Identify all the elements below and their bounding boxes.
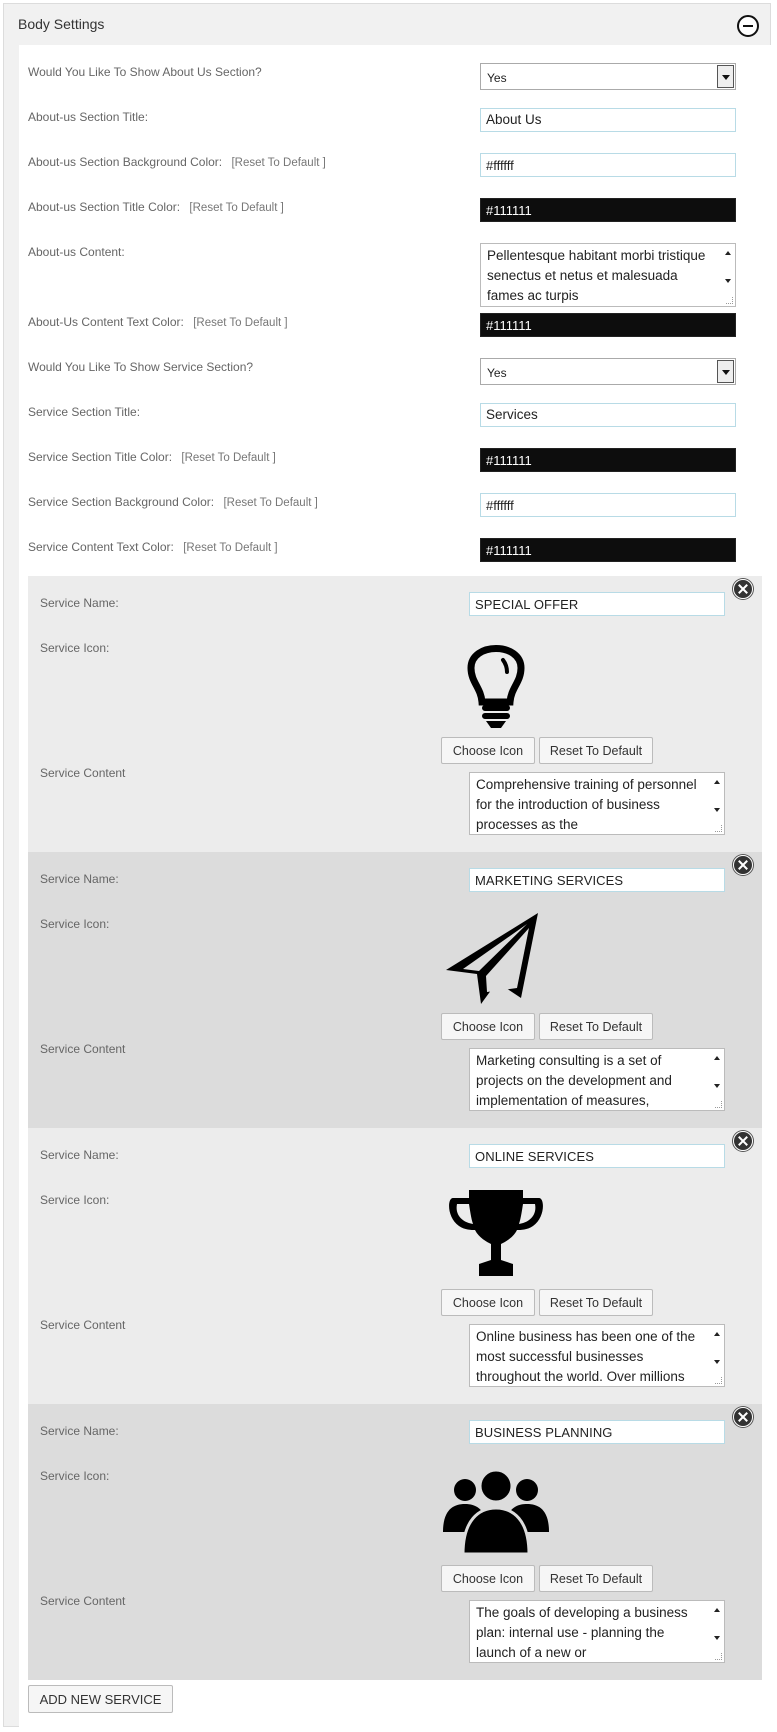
about-title-color-label-text: About-us Section Title Color: bbox=[28, 200, 181, 214]
scroll-down-icon[interactable] bbox=[714, 1084, 720, 1088]
body-settings-panel bbox=[3, 3, 771, 1727]
service-content-text: Marketing consulting is a set of projects on the development and implementation of measures, bbox=[476, 1053, 672, 1108]
about-text-color-input[interactable]: #111111 bbox=[480, 313, 736, 337]
about-bg-label bbox=[28, 155, 326, 169]
panel-body bbox=[19, 45, 771, 1727]
service-title-label: Service Section Title: bbox=[28, 405, 141, 419]
service-content-label: Service Content bbox=[40, 766, 126, 780]
reset-icon-button[interactable]: Reset To Default bbox=[539, 737, 653, 764]
service-title-input[interactable]: Services bbox=[480, 403, 736, 427]
service-text-color-label bbox=[28, 540, 278, 554]
service-name-label: Service Name: bbox=[40, 1148, 119, 1162]
service-icon-label: Service Icon: bbox=[40, 641, 110, 655]
about-title-label: About-us Section Title: bbox=[28, 110, 149, 124]
panel-header[interactable] bbox=[4, 4, 770, 44]
dropdown-arrow-icon[interactable] bbox=[717, 360, 734, 383]
service-title-color-label-text: Service Section Title Color: bbox=[28, 450, 173, 464]
about-bg-label-text: About-us Section Background Color: bbox=[28, 155, 223, 169]
service-content-label: Service Content bbox=[40, 1042, 126, 1056]
remove-service-icon[interactable] bbox=[733, 1131, 753, 1151]
service-name-input[interactable]: MARKETING SERVICES bbox=[469, 868, 725, 892]
service-content-label: Service Content bbox=[40, 1318, 126, 1332]
resize-grip-icon[interactable] bbox=[715, 1101, 722, 1108]
service-bg-color-input[interactable]: #ffffff bbox=[480, 493, 736, 517]
show-about-select[interactable] bbox=[480, 63, 736, 90]
show-service-select[interactable] bbox=[480, 358, 736, 385]
service-bg-label bbox=[28, 495, 318, 509]
service-item bbox=[28, 576, 762, 852]
reset-icon-button[interactable]: Reset To Default bbox=[539, 1565, 653, 1592]
service-item bbox=[28, 1404, 762, 1680]
service-name-label: Service Name: bbox=[40, 596, 119, 610]
scroll-down-icon[interactable] bbox=[714, 1636, 720, 1640]
service-title-color-label bbox=[28, 450, 276, 464]
service-text-color-reset-link[interactable]: [Reset To Default ] bbox=[183, 542, 278, 554]
service-name-input[interactable]: BUSINESS PLANNING bbox=[469, 1420, 725, 1444]
service-text-color-label-text: Service Content Text Color: bbox=[28, 540, 174, 554]
add-new-service-button[interactable]: ADD NEW SERVICE bbox=[28, 1685, 173, 1713]
about-text-color-reset-link[interactable]: [Reset To Default ] bbox=[193, 317, 288, 329]
scroll-up-icon[interactable] bbox=[725, 251, 731, 255]
choose-icon-button[interactable]: Choose Icon bbox=[441, 1565, 535, 1592]
about-content-textarea[interactable] bbox=[480, 243, 736, 307]
trophy-icon bbox=[441, 1184, 551, 1284]
show-service-value: Yes bbox=[487, 366, 507, 380]
service-icon-label: Service Icon: bbox=[40, 917, 110, 931]
service-title-color-input[interactable]: #111111 bbox=[480, 448, 736, 472]
resize-grip-icon[interactable] bbox=[726, 297, 733, 304]
remove-service-icon[interactable] bbox=[733, 1407, 753, 1427]
about-content-text: Pellentesque habitant morbi tristique senectus et netus et malesuada fames ac turpis bbox=[487, 248, 706, 303]
scroll-up-icon[interactable] bbox=[714, 1056, 720, 1060]
show-service-label: Would You Like To Show Service Section? bbox=[28, 360, 254, 374]
scroll-down-icon[interactable] bbox=[714, 808, 720, 812]
service-content-label: Service Content bbox=[40, 1594, 126, 1608]
service-text-color-input[interactable]: #111111 bbox=[480, 538, 736, 562]
lightbulb-icon bbox=[441, 632, 551, 732]
about-bg-color-input[interactable]: #ffffff bbox=[480, 153, 736, 177]
remove-service-icon[interactable] bbox=[733, 579, 753, 599]
service-bg-label-text: Service Section Background Color: bbox=[28, 495, 215, 509]
choose-icon-button[interactable]: Choose Icon bbox=[441, 737, 535, 764]
reset-icon-button[interactable]: Reset To Default bbox=[539, 1013, 653, 1040]
scroll-down-icon[interactable] bbox=[714, 1360, 720, 1364]
resize-grip-icon[interactable] bbox=[715, 1377, 722, 1384]
choose-icon-button[interactable]: Choose Icon bbox=[441, 1289, 535, 1316]
service-content-textarea[interactable] bbox=[469, 1048, 725, 1111]
about-title-color-reset-link[interactable]: [Reset To Default ] bbox=[189, 202, 284, 214]
panel-title: Body Settings bbox=[18, 16, 105, 32]
service-content-text: The goals of developing a business plan: internal use - planning the launch of a new or bbox=[476, 1605, 688, 1660]
service-content-textarea[interactable] bbox=[469, 1324, 725, 1387]
service-content-text: Comprehensive training of personnel for the introduction of business processes as the bbox=[476, 777, 697, 832]
show-about-value: Yes bbox=[487, 71, 507, 85]
service-item bbox=[28, 1128, 762, 1404]
choose-icon-button[interactable]: Choose Icon bbox=[441, 1013, 535, 1040]
service-name-label: Service Name: bbox=[40, 1424, 119, 1438]
resize-grip-icon[interactable] bbox=[715, 825, 722, 832]
scroll-up-icon[interactable] bbox=[714, 1332, 720, 1336]
about-title-input[interactable]: About Us bbox=[480, 108, 736, 132]
about-title-color-label bbox=[28, 200, 284, 214]
group-icon bbox=[441, 1460, 551, 1560]
paper-plane-icon bbox=[441, 908, 551, 1008]
scroll-up-icon[interactable] bbox=[714, 1608, 720, 1612]
dropdown-arrow-icon[interactable] bbox=[717, 65, 734, 88]
service-icon-label: Service Icon: bbox=[40, 1469, 110, 1483]
service-title-color-reset-link[interactable]: [Reset To Default ] bbox=[181, 452, 276, 464]
about-text-color-label-text: About-Us Content Text Color: bbox=[28, 315, 184, 329]
service-name-label: Service Name: bbox=[40, 872, 119, 886]
service-item bbox=[28, 852, 762, 1128]
about-text-color-label bbox=[28, 315, 288, 329]
service-icon-label: Service Icon: bbox=[40, 1193, 110, 1207]
service-name-input[interactable]: ONLINE SERVICES bbox=[469, 1144, 725, 1168]
scroll-down-icon[interactable] bbox=[725, 279, 731, 283]
service-content-textarea[interactable] bbox=[469, 772, 725, 835]
reset-icon-button[interactable]: Reset To Default bbox=[539, 1289, 653, 1316]
resize-grip-icon[interactable] bbox=[715, 1653, 722, 1660]
service-name-input[interactable]: SPECIAL OFFER bbox=[469, 592, 725, 616]
about-content-label: About-us Content: bbox=[28, 245, 125, 259]
show-about-label: Would You Like To Show About Us Section? bbox=[28, 65, 262, 79]
service-content-textarea[interactable] bbox=[469, 1600, 725, 1663]
service-bg-reset-link[interactable]: [Reset To Default ] bbox=[223, 497, 318, 509]
remove-service-icon[interactable] bbox=[733, 855, 753, 875]
about-bg-reset-link[interactable]: [Reset To Default ] bbox=[231, 157, 326, 169]
service-content-text: Online business has been one of the most successful businesses throughout the world. Over millions bbox=[476, 1329, 696, 1384]
scroll-up-icon[interactable] bbox=[714, 780, 720, 784]
collapse-icon[interactable] bbox=[737, 15, 759, 37]
about-title-color-input[interactable]: #111111 bbox=[480, 198, 736, 222]
